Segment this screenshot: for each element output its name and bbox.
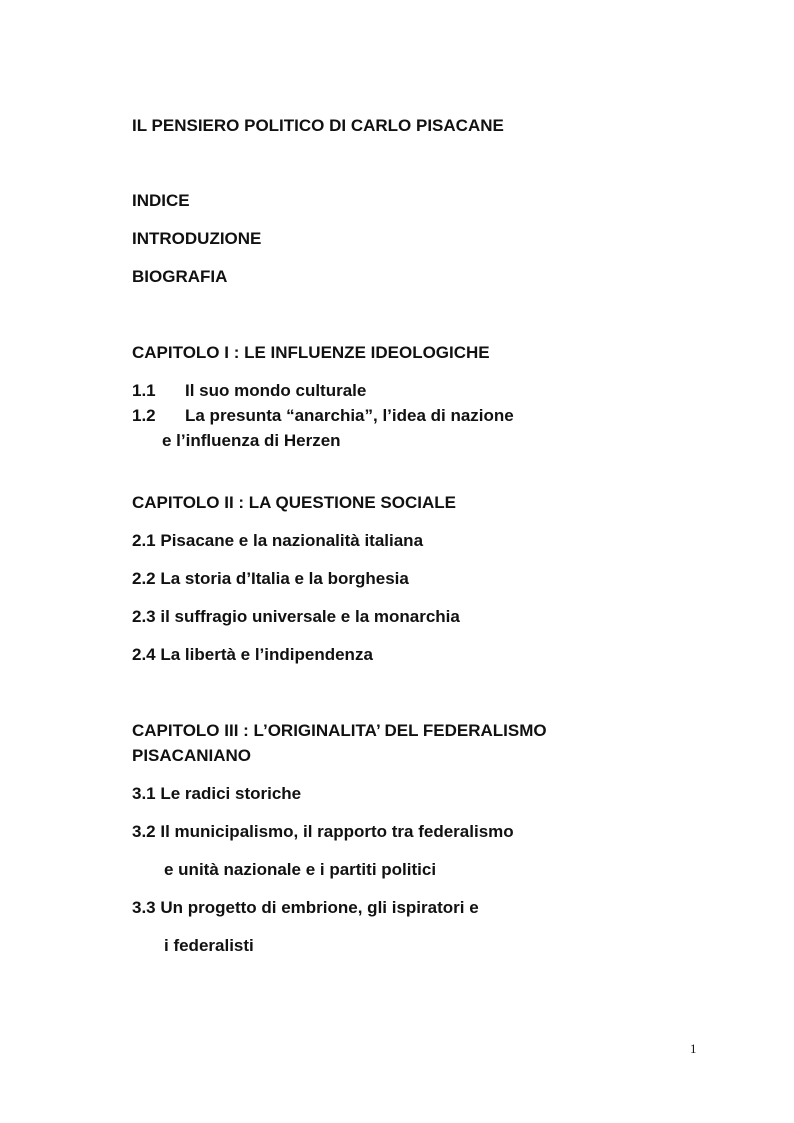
section-indice: INDICE bbox=[132, 191, 190, 210]
toc-item: 2.2 La storia d’Italia e la borghesia bbox=[132, 569, 409, 588]
toc-item: 3.2 Il municipalismo, il rapporto tra federalismo bbox=[132, 822, 514, 841]
toc-item: 2.4 La libertà e l’indipendenza bbox=[132, 645, 373, 664]
document-title: IL PENSIERO POLITICO DI CARLO PISACANE bbox=[132, 116, 504, 135]
toc-item bbox=[132, 381, 366, 401]
toc-item: 3.3 Un progetto di embrione, gli ispiratori e bbox=[132, 898, 479, 917]
toc-item: 3.1 Le radici storiche bbox=[132, 784, 302, 803]
toc-item-number: 1.1 bbox=[132, 381, 156, 400]
toc-item bbox=[132, 406, 514, 426]
toc-item-continuation: e l’influenza di Herzen bbox=[162, 431, 341, 450]
toc-item: 2.1 Pisacane e la nazionalità italiana bbox=[132, 531, 424, 550]
chapter-2-heading: CAPITOLO II : LA QUESTIONE SOCIALE bbox=[132, 493, 456, 512]
toc-item-text: Il suo mondo culturale bbox=[185, 381, 367, 400]
page-number: 1 bbox=[690, 1041, 697, 1056]
section-biografia: BIOGRAFIA bbox=[132, 267, 228, 286]
toc-item-continuation: e unità nazionale e i partiti politici bbox=[164, 860, 437, 879]
chapter-3-heading: CAPITOLO III : L’ORIGINALITA’ DEL FEDERALISMO bbox=[132, 721, 547, 740]
toc-item-continuation: i federalisti bbox=[164, 936, 254, 955]
toc-item-number: 1.2 bbox=[132, 406, 156, 425]
section-introduzione: INTRODUZIONE bbox=[132, 229, 262, 248]
chapter-3-heading-continuation: PISACANIANO bbox=[132, 746, 252, 765]
toc-item-text: La presunta “anarchia”, l’idea di nazione bbox=[185, 406, 514, 425]
toc-item: 2.3 il suffragio universale e la monarchia bbox=[132, 607, 460, 626]
chapter-1-heading: CAPITOLO I : LE INFLUENZE IDEOLOGICHE bbox=[132, 343, 490, 362]
